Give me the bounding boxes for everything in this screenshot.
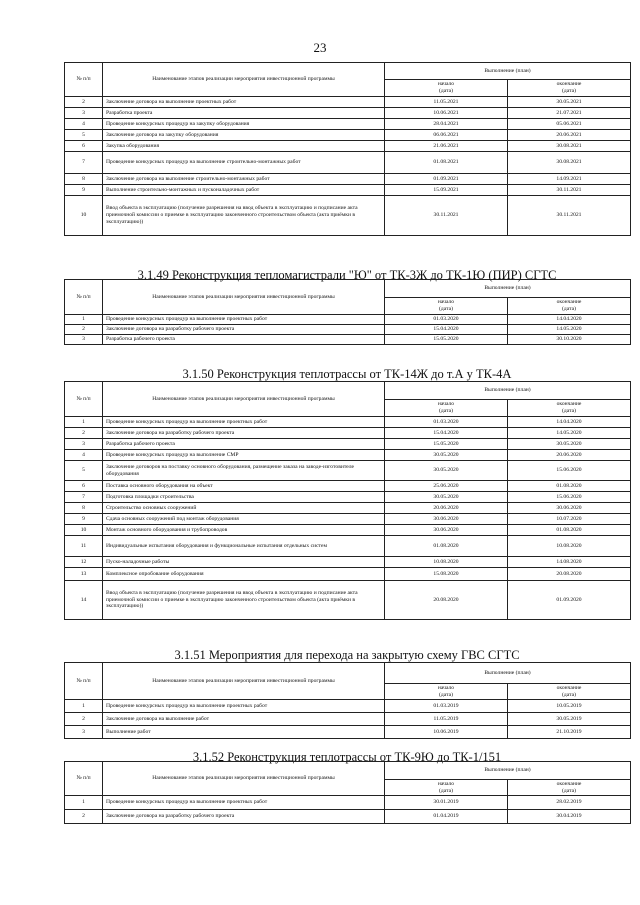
end-date: 14.08.2020 <box>508 557 631 568</box>
header-row <box>65 63 631 80</box>
table-row <box>65 152 631 174</box>
start-date: 30.06.2020 <box>385 514 508 525</box>
header-start-unit: (дата) <box>439 306 453 312</box>
end-date: 01.08.2020 <box>508 481 631 492</box>
row-number: 14 <box>65 581 103 620</box>
stage-name: Разработка рабочего проекта <box>103 439 385 450</box>
start-date: 30.06.2020 <box>385 525 508 536</box>
header-start-unit: (дата) <box>439 408 453 414</box>
row-number: 9 <box>65 185 103 196</box>
row-number: 6 <box>65 141 103 152</box>
stage-name: Разработка проекта <box>103 108 385 119</box>
header-plan: Выполнение (план) <box>385 63 631 80</box>
header-end <box>508 298 631 315</box>
end-date: 10.08.2020 <box>508 536 631 557</box>
header-start-unit: (дата) <box>439 787 453 794</box>
header-end-unit: (дата) <box>562 691 576 698</box>
header-number: № п/п <box>65 382 103 417</box>
header-end-unit: (дата) <box>562 787 576 794</box>
header-start <box>385 780 508 796</box>
header-stage: Наименование этапов реализации мероприятия инвестиционной программы <box>103 382 385 417</box>
end-date: 30.05.2021 <box>508 97 631 108</box>
start-date: 01.09.2021 <box>385 174 508 185</box>
stage-name: Заключение договора на выполнение проектных работ <box>103 97 385 108</box>
start-date: 30.11.2021 <box>385 196 508 236</box>
header-plan: Выполнение (план) <box>385 663 631 684</box>
schedule-table <box>64 62 631 236</box>
start-date: 30.01.2019 <box>385 796 508 810</box>
start-date: 30.05.2020 <box>385 492 508 503</box>
header-row <box>65 382 631 400</box>
header-end-label: окончание <box>556 780 582 787</box>
stage-name: Пуско-наладочные работы <box>103 557 385 568</box>
end-date: 30.08.2021 <box>508 152 631 174</box>
header-stage: Наименование этапов реализации мероприятия инвестиционной программы <box>103 663 385 700</box>
stage-name: Выполнение строительно-монтажных и пусконаладочных работ <box>103 185 385 196</box>
end-date: 30.05.2020 <box>508 439 631 450</box>
section-title: 3.1.52 Реконструкция теплотрассы от ТК-9Ю до ТК-1/151 <box>192 750 502 764</box>
stage-name: Строительство основных сооружений <box>103 503 385 514</box>
row-number: 4 <box>65 450 103 461</box>
end-date: 14.04.2020 <box>508 315 631 325</box>
table-row <box>65 130 631 141</box>
header-start <box>385 684 508 700</box>
table-row <box>65 439 631 450</box>
start-date: 28.04.2021 <box>385 119 508 130</box>
start-date: 10.06.2019 <box>385 726 508 739</box>
header-end-unit: (дата) <box>562 306 576 312</box>
stage-name: Выполнение работ <box>103 726 385 739</box>
table-row <box>65 97 631 108</box>
row-number: 3 <box>65 108 103 119</box>
end-date: 14.04.2020 <box>508 417 631 428</box>
end-date: 14.09.2021 <box>508 174 631 185</box>
table-row <box>65 581 631 620</box>
start-date: 01.03.2020 <box>385 417 508 428</box>
end-date: 28.02.2019 <box>508 796 631 810</box>
row-number: 1 <box>65 315 103 325</box>
table-row <box>65 700 631 713</box>
table-row <box>65 174 631 185</box>
row-number: 1 <box>65 700 103 713</box>
end-date: 01.09.2020 <box>508 581 631 620</box>
header-stage: Наименование этапов реализации мероприятия инвестиционной программы <box>103 280 385 315</box>
row-number: 13 <box>65 568 103 581</box>
stage-name: Заключение договора на выполнение строительно-монтажных работ <box>103 174 385 185</box>
stage-name: Проведение конкурсных процедур на закупку оборудования <box>103 119 385 130</box>
start-date: 20.06.2020 <box>385 503 508 514</box>
header-start-label: начало <box>437 81 455 88</box>
row-number: 10 <box>65 196 103 236</box>
header-start <box>385 298 508 315</box>
header-end <box>508 684 631 700</box>
start-date: 01.08.2020 <box>385 536 508 557</box>
end-date: 30.10.2020 <box>508 335 631 345</box>
start-date: 30.05.2020 <box>385 450 508 461</box>
row-number: 3 <box>65 439 103 450</box>
stage-name: Проведение конкурсных процедур на выполнение проектных работ <box>103 417 385 428</box>
end-date: 15.06.2020 <box>508 461 631 481</box>
table-row <box>65 810 631 824</box>
header-number: № п/п <box>65 63 103 97</box>
header-end-label: окончание <box>556 81 582 88</box>
start-date: 21.06.2021 <box>385 141 508 152</box>
start-date: 01.08.2021 <box>385 152 508 174</box>
end-date: 20.08.2020 <box>508 568 631 581</box>
row-number: 2 <box>65 428 103 439</box>
page-number: 23 <box>313 40 327 55</box>
header-start-unit: (дата) <box>439 88 453 94</box>
section-title: 3.1.49 Реконструкция тепломагистрали "Ю" от ТК-3Ж до ТК-1Ю (ПИР) СГТС <box>137 268 557 282</box>
header-end-label: окончание <box>556 401 582 408</box>
start-date: 25.06.2020 <box>385 481 508 492</box>
stage-name: Разработка рабочего проекта <box>103 335 385 345</box>
header-plan: Выполнение (план) <box>385 280 631 298</box>
stage-name: Проведение конкурсных процедур на выполнение проектных работ <box>103 796 385 810</box>
table-row <box>65 461 631 481</box>
stage-name: Заключение договора на разработку рабочего проекта <box>103 428 385 439</box>
table-row <box>65 428 631 439</box>
table-row <box>65 141 631 152</box>
table-row <box>65 568 631 581</box>
row-number: 1 <box>65 796 103 810</box>
stage-name: Проведение конкурсных процедур на выполнение строительно-монтажных работ <box>103 152 385 174</box>
row-number: 3 <box>65 726 103 739</box>
start-date: 10.06.2021 <box>385 108 508 119</box>
end-date: 30.06.2020 <box>508 503 631 514</box>
header-start-label: начало <box>437 780 455 787</box>
header-start <box>385 400 508 417</box>
row-number: 5 <box>65 461 103 481</box>
header-row <box>65 663 631 684</box>
stage-name: Индивидуальные испытания оборудования и функциональные испытания отдельных систем <box>103 536 385 557</box>
start-date: 01.03.2019 <box>385 700 508 713</box>
stage-name: Заключение договора на закупку оборудования <box>103 130 385 141</box>
header-end-unit: (дата) <box>562 88 576 94</box>
end-date: 14.05.2020 <box>508 428 631 439</box>
table-row <box>65 492 631 503</box>
start-date: 15.08.2020 <box>385 568 508 581</box>
row-number: 7 <box>65 152 103 174</box>
table-row <box>65 335 631 345</box>
header-number: № п/п <box>65 762 103 796</box>
table-row <box>65 525 631 536</box>
table-row <box>65 325 631 335</box>
end-date: 30.08.2021 <box>508 141 631 152</box>
start-date: 15.05.2020 <box>385 439 508 450</box>
end-date: 21.07.2021 <box>508 108 631 119</box>
table-row <box>65 450 631 461</box>
end-date: 21.10.2019 <box>508 726 631 739</box>
stage-name: Проведение конкурсных процедур на выполнение проектных работ <box>103 700 385 713</box>
row-number: 9 <box>65 514 103 525</box>
end-date: 20.06.2021 <box>508 130 631 141</box>
header-start-label: начало <box>437 401 455 408</box>
end-date: 30.11.2021 <box>508 185 631 196</box>
stage-name: Ввод объекта в эксплуатацию (получение разрешения на ввод объекта в эксплуатацию и подписание акта приемочной комиссии о приемке в эксплуатацию законченного строительством объекта (акта приёмки в эксплуатацию)) <box>103 196 385 236</box>
table-row <box>65 481 631 492</box>
end-date: 10.07.2020 <box>508 514 631 525</box>
end-date: 30.11.2021 <box>508 196 631 236</box>
row-number: 8 <box>65 174 103 185</box>
start-date: 06.06.2021 <box>385 130 508 141</box>
start-date: 15.04.2020 <box>385 428 508 439</box>
header-number: № п/п <box>65 663 103 700</box>
row-number: 11 <box>65 536 103 557</box>
start-date: 01.04.2019 <box>385 810 508 824</box>
row-number: 3 <box>65 335 103 345</box>
section-title: 3.1.51 Мероприятия для перехода на закрытую схему ГВС СГТС <box>174 648 520 662</box>
end-date: 01.08.2020 <box>508 525 631 536</box>
stage-name: Заключение договора на разработку рабочего проекта <box>103 325 385 335</box>
stage-name: Сдача основных сооружений под монтаж оборудования <box>103 514 385 525</box>
end-date: 14.05.2020 <box>508 325 631 335</box>
header-start <box>385 80 508 97</box>
header-row <box>65 280 631 298</box>
header-stage: Наименование этапов реализации мероприятия инвестиционной программы <box>103 762 385 796</box>
stage-name: Закупка оборудования <box>103 141 385 152</box>
stage-name: Заключение договора на разработку рабочего проекта <box>103 810 385 824</box>
end-date: 10.05.2019 <box>508 700 631 713</box>
row-number: 7 <box>65 492 103 503</box>
stage-name: Заключение договоров на поставку основного оборудования, размещение заказа на заводе-изготовителе оборудования <box>103 461 385 481</box>
stage-name: Ввод объекта в эксплуатацию (получение разрешения на ввод объекта в эксплуатацию и подписание акта приемочной комиссии о приемке в эксплуатацию законченного строительством объекта (акта приёмки в эксплуатацию)) <box>103 581 385 620</box>
end-date: 15.06.2020 <box>508 492 631 503</box>
table-row <box>65 536 631 557</box>
row-number: 8 <box>65 503 103 514</box>
stage-name: Проведение конкурсных процедур на выполнение проектных работ <box>103 315 385 325</box>
header-row <box>65 762 631 780</box>
schedule-table <box>64 381 631 620</box>
row-number: 10 <box>65 525 103 536</box>
schedule-table <box>64 662 631 739</box>
stage-name: Поставка основного оборудования на объект <box>103 481 385 492</box>
table-row <box>65 417 631 428</box>
header-end <box>508 400 631 417</box>
end-date: 20.06.2020 <box>508 450 631 461</box>
row-number: 2 <box>65 810 103 824</box>
start-date: 20.08.2020 <box>385 581 508 620</box>
table-row <box>65 315 631 325</box>
table-row <box>65 557 631 568</box>
table-row <box>65 503 631 514</box>
schedule-table <box>64 761 631 824</box>
table-row <box>65 185 631 196</box>
header-start-label: начало <box>437 684 455 691</box>
stage-name: Комплексное опробование оборудования <box>103 568 385 581</box>
header-end <box>508 780 631 796</box>
header-plan: Выполнение (план) <box>385 762 631 780</box>
table-row <box>65 796 631 810</box>
header-start-unit: (дата) <box>439 691 453 698</box>
stage-name: Заключение договора на выполнение работ <box>103 713 385 726</box>
schedule-table <box>64 279 631 345</box>
end-date: 30.05.2019 <box>508 713 631 726</box>
table-row <box>65 196 631 236</box>
row-number: 1 <box>65 417 103 428</box>
stage-name: Проведение конкурсных процедур на выполнение СМР <box>103 450 385 461</box>
table-row <box>65 713 631 726</box>
row-number: 6 <box>65 481 103 492</box>
header-stage: Наименование этапов реализации мероприятия инвестиционной программы <box>103 63 385 97</box>
row-number: 12 <box>65 557 103 568</box>
start-date: 11.05.2021 <box>385 97 508 108</box>
table-row <box>65 726 631 739</box>
header-number: № п/п <box>65 280 103 315</box>
start-date: 01.03.2020 <box>385 315 508 325</box>
header-plan: Выполнение (план) <box>385 382 631 400</box>
start-date: 15.05.2020 <box>385 335 508 345</box>
stage-name: Подготовка площадки строительства <box>103 492 385 503</box>
start-date: 11.05.2019 <box>385 713 508 726</box>
header-end-label: окончание <box>556 299 582 306</box>
end-date: 30.04.2019 <box>508 810 631 824</box>
table-row <box>65 514 631 525</box>
table-row <box>65 119 631 130</box>
row-number: 5 <box>65 130 103 141</box>
row-number: 2 <box>65 713 103 726</box>
start-date: 10.08.2020 <box>385 557 508 568</box>
header-end-unit: (дата) <box>562 408 576 414</box>
table-row <box>65 108 631 119</box>
end-date: 05.06.2021 <box>508 119 631 130</box>
header-start-label: начало <box>437 299 455 306</box>
stage-name: Монтаж основного оборудования и трубопроводов <box>103 525 385 536</box>
row-number: 4 <box>65 119 103 130</box>
start-date: 15.04.2020 <box>385 325 508 335</box>
start-date: 15.09.2021 <box>385 185 508 196</box>
header-end-label: окончание <box>556 684 582 691</box>
header-end <box>508 80 631 97</box>
row-number: 2 <box>65 325 103 335</box>
start-date: 30.05.2020 <box>385 461 508 481</box>
section-title: 3.1.50 Реконструкция теплотрассы от ТК-14Ж до т.А у ТК-4А <box>182 367 512 381</box>
row-number: 2 <box>65 97 103 108</box>
